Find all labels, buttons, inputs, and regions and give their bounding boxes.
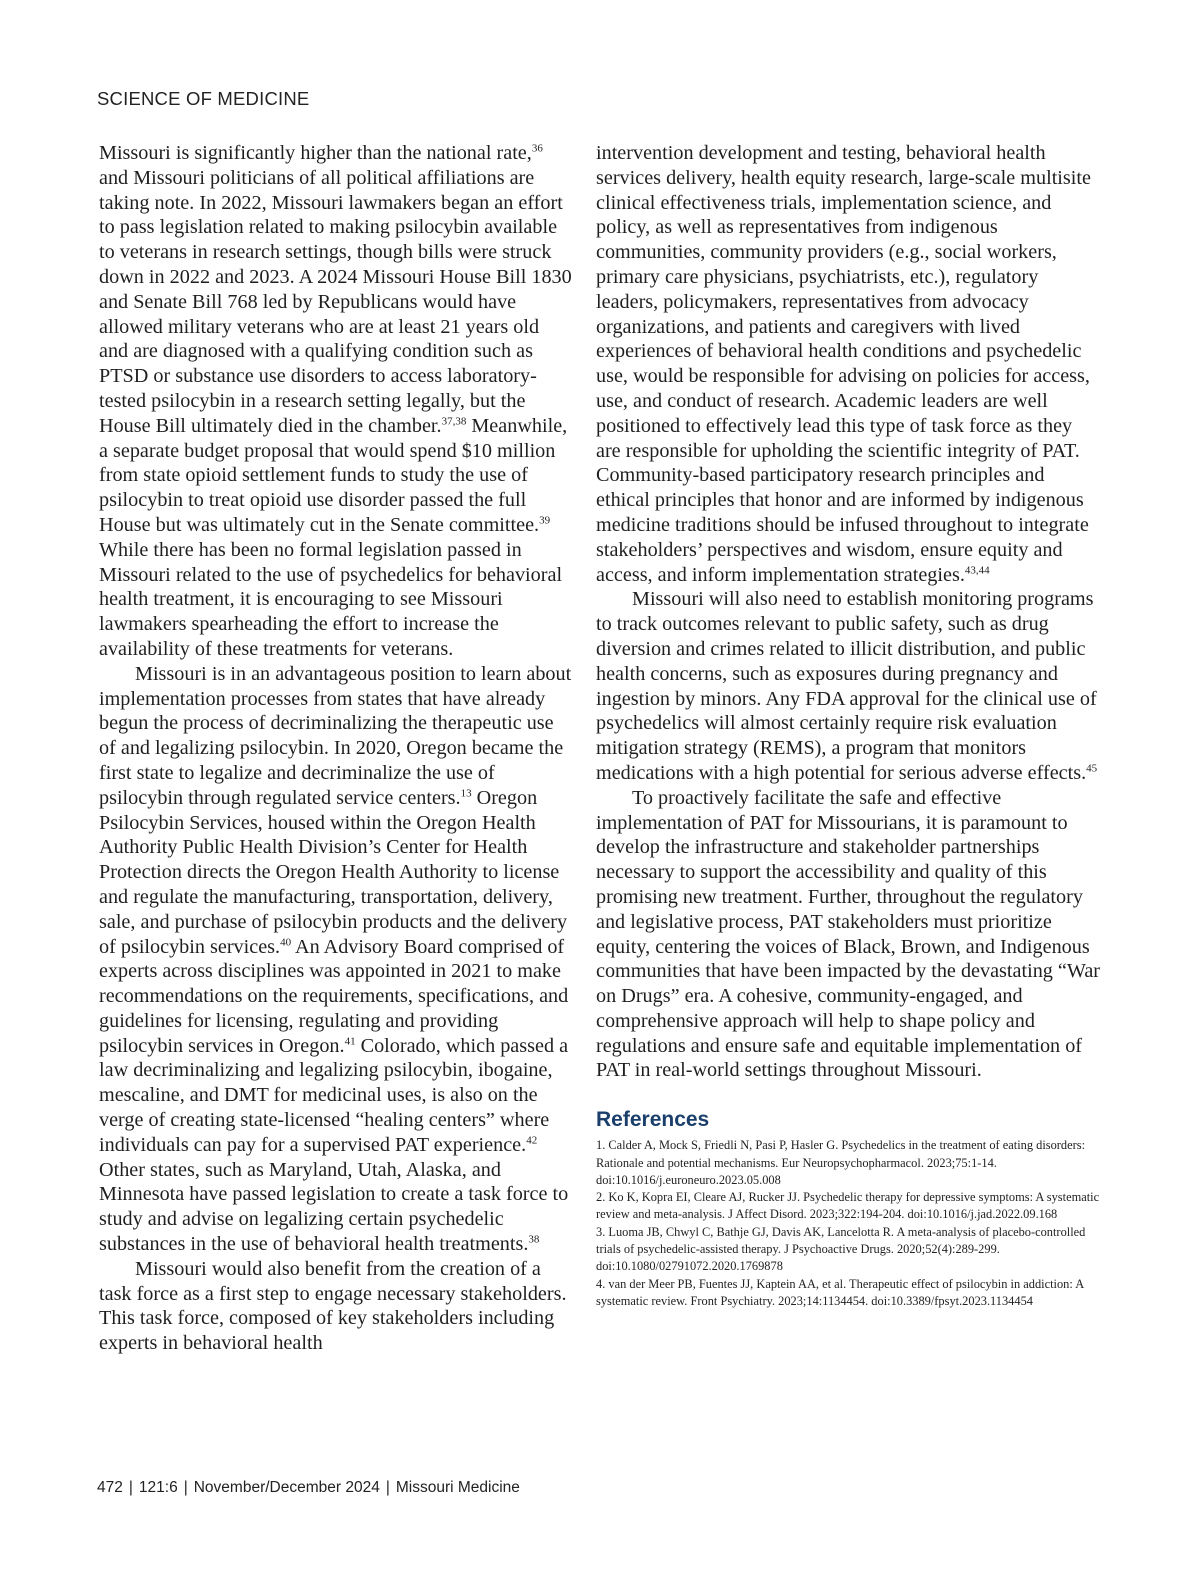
citation: 37,38: [441, 415, 467, 428]
footer-separator: |: [128, 1479, 133, 1496]
citation: 38: [528, 1233, 540, 1246]
citation: 45: [1086, 762, 1098, 775]
issue-number: 121:6: [138, 1479, 178, 1496]
paragraph: intervention development and testing, behavioral health services delivery, health equity research, large-scale multisite clinical effectiveness trials, implementation science, and policy, as well as representatives from indigenous communities, community providers (e.g., social workers, primary care physicians, psychiatrists, etc.), regulatory leaders, policymakers, representatives from advocacy organizations, and patients and caregivers with lived experiences of behavioral health conditions and psychedelic use, would be responsible for advising on policies for access, use, and conduct of research. Academic leaders are well positioned to effectively lead this type of task force as they are responsible for upholding the scientific integrity of PAT. Community-based participatory research principles and ethical principles that honor and are informed by indigenous medicine traditions should be infused throughout to integrate stakeholders’ perspectives and wisdom, ensure equity and access, and inform implementation strategies.$^{43,44}$: [596, 142, 1091, 586]
reference-item: 4. van der Meer PB, Fuentes JJ, Kaptein AA, et al. Therapeutic effect of psilocybin in addiction: A systematic review. Front Psychiatry. 2023;14:1134454. doi:10.3389/fpsyt.2023.1134454: [596, 1276, 1084, 1308]
footer-separator: |: [183, 1479, 188, 1496]
citation: 13: [460, 786, 472, 799]
paragraph: Missouri is in an advantageous position to learn about implementation processes from states that have already begun the process of decriminalizing the therapeutic use of and legalizing psilocybin. In 2020, Oregon became the first state to legalize and decriminalize the use of psilocybin through regulated service centers.$^{13}$ Oregon Psilocybin Services, housed within the Oregon Health Authority Public Health Division’s Center for Health Protection directs the Oregon Health Authority to license and regulate the manufacturing, transportation, delivery, sale, and purchase of psilocybin products and the delivery of psilocybin services.$^{40}$ An Advisory Board comprised of experts across disciplines was appointed in 2021 to make recommendations on the requirements, specifications, and guidelines for licensing, regulating and providing psilocybin services in Oregon.$^{41}$ Colorado, which passed a law decriminalizing and legalizing psilocybin, ibogaine, mescaline, and DMT for medicinal uses, is also on the verge of creating state-licensed “healing centers” where individuals can pay for a supervised PAT experience.$^{42}$ Other states, such as Maryland, Utah, Alaska, and Minnesota have passed legislation to create a task force to study and advise on legalizing certain psychedelic substances in the use of behavioral health treatments.$^{38}$: [99, 662, 572, 1256]
section-label: SCIENCE OF MEDICINE: [97, 88, 310, 109]
reference-item: 1. Calder A, Mock S, Friedli N, Pasi P, Hasler G. Psychedelics in the treatment of eating disorders: Rationale and potential mechanisms. Eur Neuropsychopharmacol. 2023;75:1-14. doi:10.1016/j.euroneuro.2023.05.008: [596, 1138, 1086, 1187]
references-list: [596, 1137, 1100, 1310]
paragraph: To proactively facilitate the safe and effective implementation of PAT for Missourians, it is paramount to develop the infrastructure and stakeholder partnerships necessary to support the accessibility and quality of this promising new treatment. Further, throughout the regulatory and legislative process, PAT stakeholders must prioritize equity, centering the voices of Black, Brown, and Indigenous communities that have been impacted by the devastating “War on Drugs” era. A cohesive, community-engaged, and comprehensive approach will help to shape policy and regulations and ensure safe and equitable implementation of PAT in real-world settings throughout Missouri.: [596, 786, 1101, 1082]
citation: 36: [531, 142, 543, 155]
issue-date: November/December 2024: [193, 1479, 380, 1496]
citation: 42: [526, 1134, 538, 1147]
citation: 43,44: [964, 563, 990, 576]
citation: 39: [539, 514, 551, 527]
journal-name: Missouri Medicine: [395, 1479, 520, 1496]
left-column: [99, 141, 573, 1356]
paragraph: Missouri will also need to establish monitoring programs to track outcomes relevant to public safety, such as drug diversion and crimes related to illicit distribution, and public health concerns, such as exposures during pregnancy and ingestion by minors. Any FDA approval for the clinical use of psychedelics will almost certainly require risk evaluation mitigation strategy (REMS), a program that monitors medications with a high potential for serious adverse effects.$^{45}$: [596, 588, 1098, 784]
page-number: 472: [97, 1479, 123, 1496]
right-column: [596, 141, 1100, 1310]
references-heading: References: [596, 1108, 710, 1132]
citation: 40: [280, 935, 292, 948]
paragraph: Missouri is significantly higher than the national rate,$^{36}$ and Missouri politicians of all political affiliations are taking note. In 2022, Missouri lawmakers began an effort to pass legislation related to making psilocybin available to veterans in research settings, though bills were struck down in 2022 and 2023. A 2024 Missouri House Bill 1830 and Senate Bill 768 led by Republicans would have allowed military veterans who are at least 21 years old and are diagnosed with a qualifying condition such as PTSD or substance use disorders to access laboratory-tested psilocybin in a research setting legally, but the House Bill ultimately died in the chamber.$^{37,38}$ Meanwhile, a separate budget proposal that would spend $10 million from state opioid settlement funds to study the use of psilocybin to treat opioid use disorder passed the full House but was ultimately cut in the Senate committee.$^{39}$ While there has been no formal legislation passed in Missouri related to the use of psychedelics for behavioral health treatment, it is encouraging to see Missouri lawmakers spearheading the effort to increase the availability of these treatments for veterans.: [99, 142, 572, 660]
footer-separator: |: [385, 1479, 390, 1496]
page-footer: [97, 1479, 520, 1497]
paragraph: Missouri would also benefit from the creation of a task force as a first step to engage necessary stakeholders. This task force, composed of key stakeholders including experts in behavioral health: [99, 1257, 567, 1355]
citation: 41: [344, 1034, 356, 1047]
reference-item: 3. Luoma JB, Chwyl C, Bathje GJ, Davis AK, Lancelotta R. A meta-analysis of placebo-controlled trials of psychedelic-assisted therapy. J Psychoactive Drugs. 2020;52(4):289-299. doi:10.1080/02791072.2020.1769878: [596, 1224, 1086, 1274]
reference-item: 2. Ko K, Kopra EI, Cleare AJ, Rucker JJ. Psychedelic therapy for depressive symptoms: A systematic review and meta-analysis. J Affect Disord. 2023;322:194-204. doi:10.1016/j.jad.2022.09.168: [596, 1190, 1100, 1222]
